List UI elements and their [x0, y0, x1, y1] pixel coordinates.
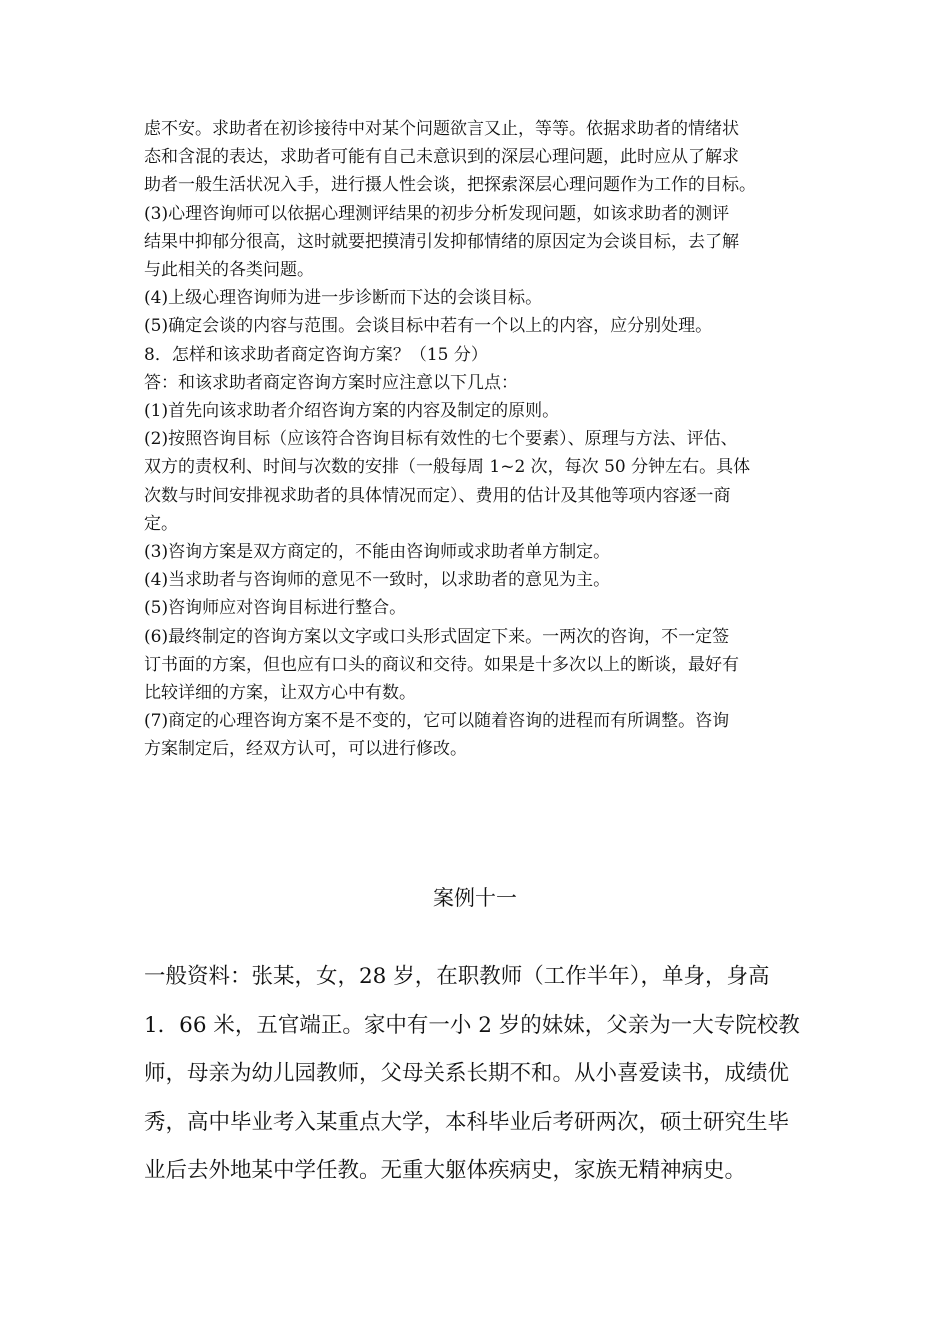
text-line: 业后去外地某中学任教。无重大躯体疾病史，家族无精神病史。 [144, 1158, 747, 1183]
text-line: 助者一般生活状况入手，进行摄人性会谈，把探索深层心理问题作为工作的目标。 [144, 175, 756, 196]
text-line: 与此相关的各类问题。 [144, 260, 314, 281]
text-line: 态和含混的表达，求助者可能有自己未意识到的深层心理问题，此时应从了解求 [144, 147, 739, 168]
text-line: 一般资料：张某，女，28 岁，在职教师（工作半年），单身，身高 [144, 964, 770, 989]
text-line: 比较详细的方案，让双方心中有数。 [144, 683, 416, 704]
text-line: (6)最终制定的咨询方案以文字或口头形式固定下来。一两次的咨询，不一定签 [144, 626, 730, 647]
text-line: (5)确定会谈的内容与范围。会谈目标中若有一个以上的内容，应分别处理。 [144, 316, 713, 337]
answer-text-block [144, 115, 814, 764]
text-line: 次数与时间安排视求助者的具体情况而定）、费用的估计及其他等项内容逐一商 [144, 485, 731, 506]
text-line: (1)首先向该求助者介绍咨询方案的内容及制定的原则。 [144, 401, 560, 422]
text-line: 订书面的方案，但也应有口头的商议和交待。如果是十多次以上的断谈，最好有 [144, 654, 739, 675]
case-title: 案例十一 [433, 886, 517, 910]
text-line: 双方的责权利、时间与次数的安排（一般每周 1~2 次，每次 50 分钟左右。具体 [144, 457, 751, 478]
text-line: (3)心理咨询师可以依据心理测评结果的初步分析发现问题，如该求助者的测评 [144, 203, 730, 224]
text-line: (7)商定的心理咨询方案不是不变的，它可以随着咨询的进程而有所调整。咨询 [144, 711, 730, 732]
case-general-info-block [144, 953, 824, 1196]
text-line: (4)当求助者与咨询师的意见不一致时，以求助者的意见为主。 [144, 570, 611, 591]
text-line: 结果中抑郁分很高，这时就要把摸清引发抑郁情绪的原因定为会谈目标，去了解 [144, 231, 739, 252]
text-line: (5)咨询师应对咨询目标进行整合。 [144, 598, 407, 619]
text-line: 虑不安。求助者在初诊接待中对某个问题欲言又止，等等。依据求助者的情绪状 [144, 119, 739, 139]
text-line: 方案制定后，经双方认可，可以进行修改。 [144, 739, 467, 760]
text-line: 秀，高中毕业考入某重点大学，本科毕业后考研两次，硕士研究生毕 [144, 1109, 790, 1135]
text-line: (2)按照咨询目标（应该符合咨询目标有效性的七个要素）、原理与方法、评估、 [144, 429, 738, 450]
text-line: (4)上级心理咨询师为进一步诊断而下达的会谈目标。 [144, 288, 543, 309]
answer-intro-line: 答：和该求助者商定咨询方案时应注意以下几点： [144, 372, 518, 393]
text-line: 师，母亲为幼儿园教师，父母关系长期不和。从小喜爱读书，成绩优 [144, 1061, 790, 1086]
question-line: 8．怎样和该求助者商定咨询方案？（15 分） [144, 344, 488, 365]
text-line: 定。 [144, 513, 178, 534]
text-line: 1．66 米，五官端正。家中有一小 2 岁的妹妹，父亲为一大专院校教 [144, 1012, 800, 1038]
text-line: (3)咨询方案是双方商定的，不能由咨询师或求助者单方制定。 [144, 542, 611, 563]
